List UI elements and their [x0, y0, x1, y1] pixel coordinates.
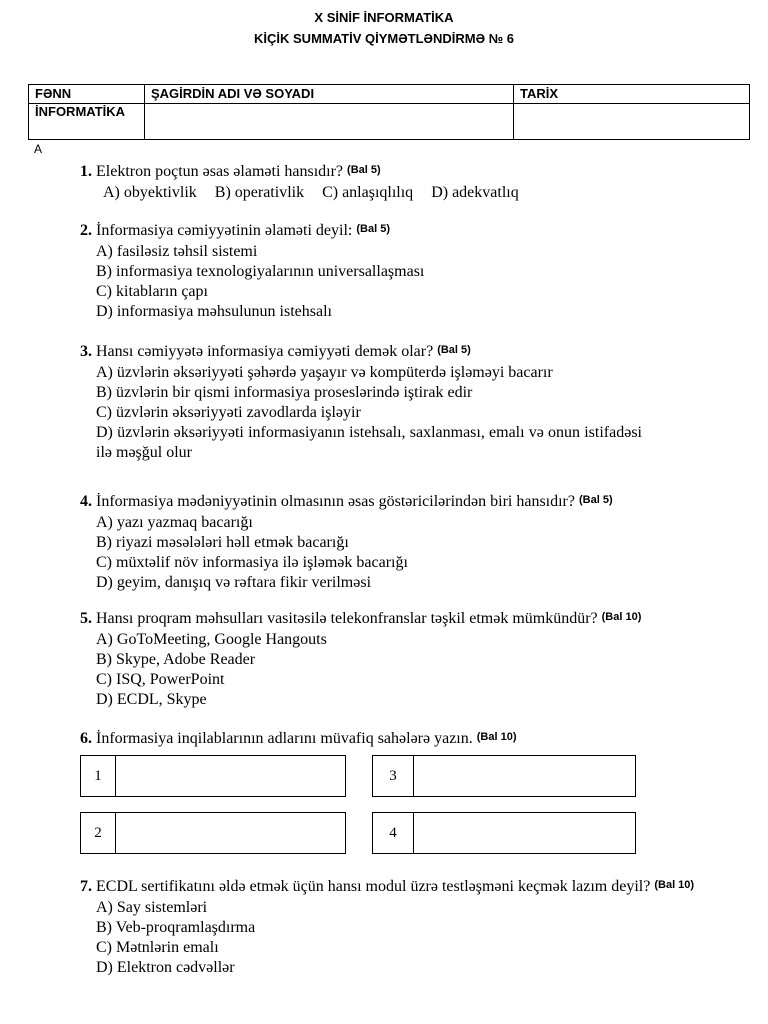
option-c: C) müxtəlif növ informasiya ilə işləmək bacarığı: [96, 554, 408, 571]
answer-box-number: 2: [81, 813, 116, 853]
option-c: C) kitabların çapı: [96, 283, 208, 300]
question-6: [80, 729, 517, 750]
answer-box-number: 4: [373, 813, 414, 853]
points-label: (Bal 10): [601, 611, 642, 623]
date-header: TARİX: [514, 85, 750, 104]
option-c: C) ISQ, PowerPoint: [96, 671, 225, 688]
answer-box-number: 3: [373, 756, 414, 796]
question-1: [80, 162, 533, 203]
answer-box-1[interactable]: [80, 755, 346, 797]
question-number: 4.: [80, 493, 92, 510]
question-5: [80, 609, 641, 710]
points-label: (Bal 5): [347, 164, 381, 176]
student-name-header: ŞAGİRDİN ADI VƏ SOYADI: [145, 85, 514, 104]
question-2: [80, 221, 424, 322]
date-field[interactable]: [514, 104, 750, 140]
option-a: A) üzvlərin əksəriyyəti şəhərdə yaşayır və kompüterdə işləməyi bacarır: [96, 364, 553, 381]
question-text: Elektron poçtun əsas əlaməti hansıdır?: [96, 163, 344, 180]
option-d: D) adekvatlıq: [431, 184, 519, 201]
question-3: [80, 342, 642, 463]
option-b: B) riyazi məsələləri həll etmək bacarığı: [96, 534, 349, 551]
option-a: A) obyektivlik: [103, 184, 197, 201]
option-a: A) yazı yazmaq bacarığı: [96, 514, 253, 531]
answer-field[interactable]: [116, 756, 345, 796]
option-c: C) Mətnlərin emalı: [96, 939, 219, 956]
question-number: 5.: [80, 610, 92, 627]
option-b: B) informasiya texnologiyalarının universallaşması: [96, 263, 425, 280]
answer-field[interactable]: [414, 813, 635, 853]
points-label: (Bal 5): [356, 223, 390, 235]
question-number: 2.: [80, 222, 92, 239]
option-a: A) GoToMeeting, Google Hangouts: [96, 631, 327, 648]
option-c: C) anlaşıqlılıq: [322, 184, 414, 201]
question-text: Hansı proqram məhsulları vasitəsilə telekonfranslar təşkil etmək mümkündür?: [96, 610, 598, 627]
page-title: X SİNİF İNFORMATİKA: [314, 10, 454, 25]
subject-header: FƏNN: [29, 85, 145, 104]
question-text: İnformasiya inqilablarının adlarını müvafiq sahələrə yazın.: [96, 730, 473, 747]
question-number: 3.: [80, 343, 92, 360]
answer-box-4[interactable]: [372, 812, 636, 854]
question-number: 1.: [80, 163, 92, 180]
points-label: (Bal 10): [476, 731, 517, 743]
option-b: B) operativlik: [214, 184, 305, 201]
option-b: B) Veb-proqramlaşdırma: [96, 919, 256, 936]
option-a: A) Say sistemləri: [96, 899, 208, 916]
subject-value: İNFORMATİKA: [29, 104, 145, 140]
question-7: [80, 877, 700, 978]
option-c: C) üzvlərin əksəriyyəti zavodlarda işləyir: [96, 404, 361, 421]
answer-box-number: 1: [81, 756, 116, 796]
answer-box-3[interactable]: [372, 755, 636, 797]
page-subtitle: KİÇİK SUMMATİV QİYMƏTLƏNDİRMƏ № 6: [254, 31, 514, 46]
answer-field[interactable]: [116, 813, 345, 853]
points-label: (Bal 10): [654, 879, 695, 891]
option-d: D) Elektron cədvəllər: [96, 959, 235, 976]
option-d: D) üzvlərin əksəriyyəti informasiyanın istehsalı, saxlanması, emalı və onun istifadəsi ilə məşğul olur: [96, 424, 642, 461]
question-text: İnformasiya mədəniyyətinin olmasının əsas göstəricilərindən biri hansıdır?: [96, 493, 575, 510]
option-d: D) ECDL, Skype: [96, 691, 207, 708]
question-number: 7.: [80, 878, 92, 895]
answer-box-2[interactable]: [80, 812, 346, 854]
answer-field[interactable]: [414, 756, 635, 796]
question-4: [80, 492, 613, 593]
question-number: 6.: [80, 730, 92, 747]
question-text: Hansı cəmiyyətə informasiya cəmiyyəti demək olar?: [96, 343, 434, 360]
variant-label: A: [34, 142, 43, 156]
option-d: D) geyim, danışıq və rəftara fikir verilməsi: [96, 574, 372, 591]
question-text: ECDL sertifikatını əldə etmək üçün hansı modul üzrə testləşməni keçmək lazım deyil?: [96, 878, 651, 895]
points-label: (Bal 5): [578, 494, 613, 506]
points-label: (Bal 5): [437, 344, 471, 356]
question-text: İnformasiya cəmiyyətinin əlaməti deyil:: [96, 222, 353, 239]
option-b: B) üzvlərin bir qismi informasiya proseslərində iştirak edir: [96, 384, 473, 401]
option-d: D) informasiya məhsulunun istehsalı: [96, 303, 332, 320]
student-name-field[interactable]: [145, 104, 514, 140]
student-info-table: [28, 84, 750, 140]
option-b: B) Skype, Adobe Reader: [96, 651, 256, 668]
option-a: A) fasiləsiz təhsil sistemi: [96, 243, 258, 260]
